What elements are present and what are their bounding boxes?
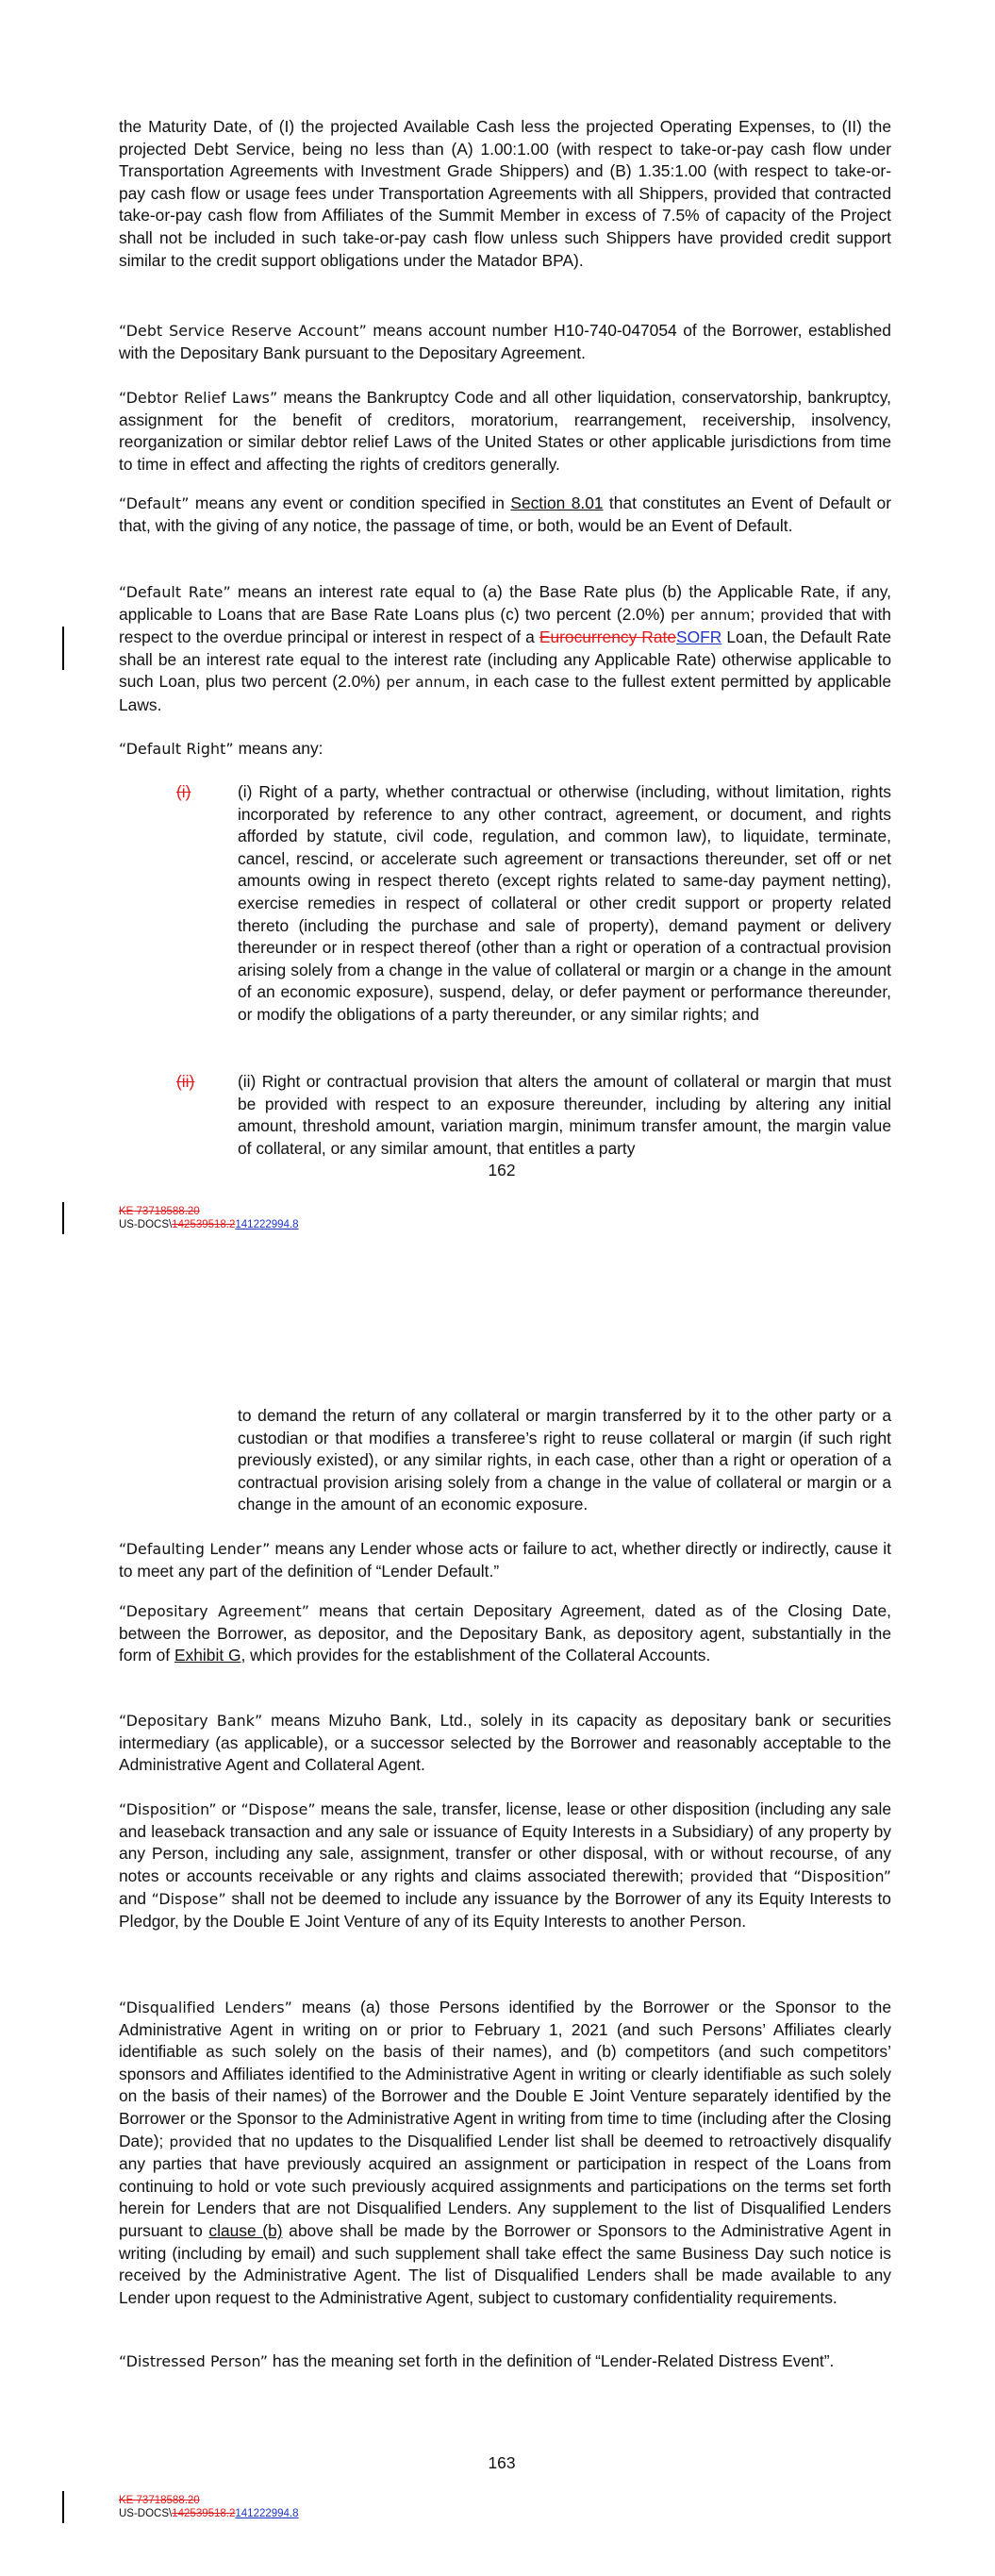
defined-term: “Dispose” <box>240 1800 316 1818</box>
page-number: 162 <box>488 1161 516 1179</box>
definition-text: means Mizuho Bank, Ltd., solely in its capacity as depositary bank or securities intermediary (as applicable), or a successor selected by the Borrower and reasonably acceptable to the Administrative Agent and Collateral Agent. <box>119 1711 891 1775</box>
footer-ke-id: KE 73718588.20 <box>119 1206 200 1217</box>
definition-text: and <box>119 1889 152 1909</box>
deleted-doc-id: 142539518.2 <box>172 1219 236 1230</box>
per-annum-text: per annum <box>386 674 466 692</box>
definition-debt-service-reserve-account <box>119 320 891 364</box>
defined-term: “Depositary Bank” <box>119 1712 263 1730</box>
definition-defaulting-lender <box>119 1538 891 1582</box>
definition-text: means any event or condition specified in <box>189 493 511 512</box>
definition-disqualified-lenders <box>119 1997 891 2309</box>
definition-text: or <box>216 1799 241 1818</box>
deleted-marker: (i) <box>176 782 191 801</box>
definition-debtor-relief-laws <box>119 387 891 476</box>
defined-term: “Disposition” <box>793 1866 891 1885</box>
defined-term: “Default Right” <box>119 740 234 758</box>
footer-prefix: US-DOCS\ <box>119 2508 173 2519</box>
definition-text: means an interest rate equal to (a) the Base Rate plus (b) the Applicable Rate, if any, applicable to Loans that are Base Rate Loans plus (c) two percent (2.0%) <box>119 582 891 624</box>
definition-text: means the sale, transfer, license, lease or other disposition (including any sale and leaseback transaction and any sale or issuance of Equity Interests in a Subsidiary) of any property by any Person, including any sale, assignment, transfer or other disposal, with or without recourse, of any notes or accounts receivable or any rights and claims associated therewith; <box>119 1799 891 1885</box>
item-marker <box>176 781 191 804</box>
definition-depositary-bank <box>119 1710 891 1777</box>
clause-reference-link[interactable]: clause (b) <box>208 2220 283 2240</box>
footer-us-docs-id <box>119 2507 299 2520</box>
defined-term: “Depositary Agreement” <box>119 1602 310 1620</box>
definition-text: that <box>753 1865 794 1885</box>
inserted-text: SOFR <box>676 627 722 647</box>
definition-distressed-person <box>119 2350 891 2373</box>
definition-text: ; <box>750 604 761 624</box>
page-number: 163 <box>488 2453 516 2472</box>
change-bar <box>62 627 64 670</box>
definition-text: shall not be deemed to include any issuance by the Borrower of any its Equity Interests to Pledgor, by the Double E Joint Venture of any of its Equity Interests to another Person. <box>119 1889 891 1931</box>
footer-doc-ids <box>119 2494 299 2520</box>
footer-us-docs-id <box>119 1218 299 1231</box>
provided-text: provided <box>760 606 823 624</box>
defined-term: “Default Rate” <box>119 583 231 601</box>
definition-text: that no updates to the Disqualified Lender list shall be deemed to retroactively disqualify any parties that have previously acquired an assignment or participation in respect of the Loans from continuing to hold or vote such previously acquired assignments and participations on the terms set forth herein for Lenders that are not Disqualified Lenders. Any supplement to the list of Disqualified Lenders pursuant to <box>119 2131 891 2240</box>
definition-text: means that certain Depositary Agreement, dated as of the Closing Date, between the Borrower, as depositor, and the Depositary Bank, as depository agent, substantially in the form of <box>119 1601 891 1665</box>
footer-ke-id: KE 73718588.20 <box>119 2495 200 2506</box>
provided-text: provided <box>169 2133 233 2150</box>
inserted-doc-id: 141222994.8 <box>235 2508 299 2519</box>
defined-term: “Defaulting Lender” <box>119 1540 271 1558</box>
provided-text: provided <box>689 1867 754 1885</box>
default-right-item-ii-continuation: to demand the return of any collateral or margin transferred by it to the other party or a custodian or that modifies a transferee’s right to reuse collateral or margin (if such right previously existed), or any similar rights, in each case, other than a right or operation of a contractual provision arising solely from a change in the value of collateral or margin or a change in the amount of an economic exposure. <box>238 1406 891 1514</box>
defined-term: “Debtor Relief Laws” <box>119 389 278 407</box>
exhibit-reference-link[interactable]: Exhibit G <box>174 1646 241 1665</box>
inserted-doc-id: 141222994.8 <box>235 1219 299 1230</box>
section-reference-link[interactable]: Section 8.01 <box>510 493 604 512</box>
default-right-item-ii <box>176 1071 891 1160</box>
change-bar <box>62 2491 64 2523</box>
definition-text: means the Bankruptcy Code and all other liquidation, conservatorship, bankruptcy, assignment for the benefit of creditors, moratorium, rearrangement, receivership, insolvency, reorganization or similar debtor relief Laws of the United States or other applicable jurisdictions from time to time in effect and affecting the rights of creditors generally. <box>119 388 891 474</box>
definition-text: , which provides for the establishment of the Collateral Accounts. <box>240 1646 711 1665</box>
definition-text: means account number H10-740-047054 of the Borrower, established with the Depositary Bank pursuant to the Depositary Agreement. <box>119 321 891 362</box>
defined-term: “Default” <box>119 494 190 512</box>
definition-text: that constitutes an Event of Default or that, with the giving of any notice, the passage of time, or both, would be an Event of Default. <box>119 493 892 535</box>
paragraph-maturity-continuation: the Maturity Date, of (I) the projected Available Cash less the projected Operating Expenses, to (II) the projected Debt Service, being no less than (A) 1.00:1.00 (with respect to take-or-pay cash flow under Transportation Agreements with Investment Grade Shippers) and (B) 1.35:1.00 (with respect to take-or-pay cash flow or usage fees under Transportation Agreements with all Shippers, provided that contracted take-or-pay cash flow from Affiliates of the Summit Member in excess of 7.5% of capacity of the Project shall not be included in such take-or-pay cash flow unless such Shippers have provided credit support similar to the credit support obligations under the Matador BPA). <box>119 117 891 270</box>
defined-term: “Debt Service Reserve Account” <box>119 322 367 340</box>
per-annum-text: per annum <box>671 606 751 624</box>
definition-text: means (a) those Persons identified by the Borrower or the Sponsor to the Administrative Agent in writing on or prior to February 1, 2021 (and such Persons’ Affiliates clearly identifiable as such solely on the basis of their names), and (b) competitors (and such competitors’ sponsors and Affiliates identified to the Administrative Agent in writing or clearly identifiable as such solely on the basis of their names) of the Borrower and the Double E Joint Venture separately identified by the Borrower or the Sponsor to the Administrative Agent in writing from time to time (including after the Closing Date); <box>119 1998 891 2150</box>
defined-term: “Disqualified Lenders” <box>119 1999 292 2016</box>
definition-text: that with respect to the overdue principal or interest in respect of a <box>119 604 891 647</box>
definition-default <box>119 493 891 537</box>
default-right-item-i <box>176 781 891 1027</box>
definition-text: Loan, the Default Rate shall be an interest rate equal to the interest rate (including any Applicable Rate) otherwise applicable to such Loan, plus two percent (2.0%) <box>119 627 892 692</box>
definition-default-right <box>119 738 891 761</box>
definition-text: has the meaning set forth in the definition of “Lender-Related Distress Event”. <box>268 2351 835 2370</box>
defined-term: “Disposition” <box>119 1800 217 1818</box>
item-text: (ii) Right or contractual provision that alters the amount of collateral or margin that must be provided with respect to an exposure thereunder, including by altering any initial amount, threshold amount, variation margin, minimum transfer amount, the margin value of collateral, or any similar amount, that entitles a party <box>238 1072 891 1158</box>
definition-text: means any Lender whose acts or failure to act, whether directly or indirectly, cause it to meet any part of the definition of “Lender Default.” <box>119 1539 892 1581</box>
defined-term: “Distressed Person” <box>119 2352 269 2370</box>
definition-default-rate <box>119 581 891 717</box>
deleted-doc-id: 142539518.2 <box>172 2508 236 2519</box>
defined-term: “Dispose” <box>151 1890 226 1909</box>
footer-doc-ids <box>119 1205 299 1231</box>
deleted-text: Eurocurrency Rate <box>539 627 677 647</box>
deleted-marker: (ii) <box>176 1072 195 1091</box>
change-bar <box>62 1202 64 1234</box>
footer-prefix: US-DOCS\ <box>119 1219 173 1230</box>
definition-disposition <box>119 1798 891 1933</box>
definition-text: means any: <box>233 739 323 758</box>
definition-text: , in each case to the fullest extent permitted by applicable Laws. <box>119 672 891 714</box>
item-marker <box>176 1071 194 1094</box>
definition-text: above shall be made by the Borrower or Sponsors to the Administrative Agent in writing (including by email) and such supplement shall take effect the same Business Day such notice is received by the Administrative Agent. The list of Disqualified Lenders shall be made available to any Lender upon request to the Administrative Agent, subject to customary confidentiality requirements. <box>119 2220 891 2307</box>
definition-depositary-agreement <box>119 1600 891 1667</box>
item-text: (i) Right of a party, whether contractual or otherwise (including, without limitation, rights incorporated by reference to any other contract, agreement, or document, and rights afforded by statute, civil code, regulation, and common law), to liquidate, terminate, cancel, rescind, or accelerate such agreement or transactions thereunder, set off or net amounts owing in respect thereto (except rights related to same-day payment netting), exercise remedies in respect of collateral or other credit support or property related thereto (including the purchase and sale of property), demand payment or delivery thereunder or in respect thereof (other than a right or operation of a contractual provision arising solely from a change in the value of collateral or margin or a change in the amount of an economic exposure), suspend, delay, or defer payment or performance thereunder, or modify the obligations of a party thereunder, or any similar rights; and <box>238 782 891 1024</box>
